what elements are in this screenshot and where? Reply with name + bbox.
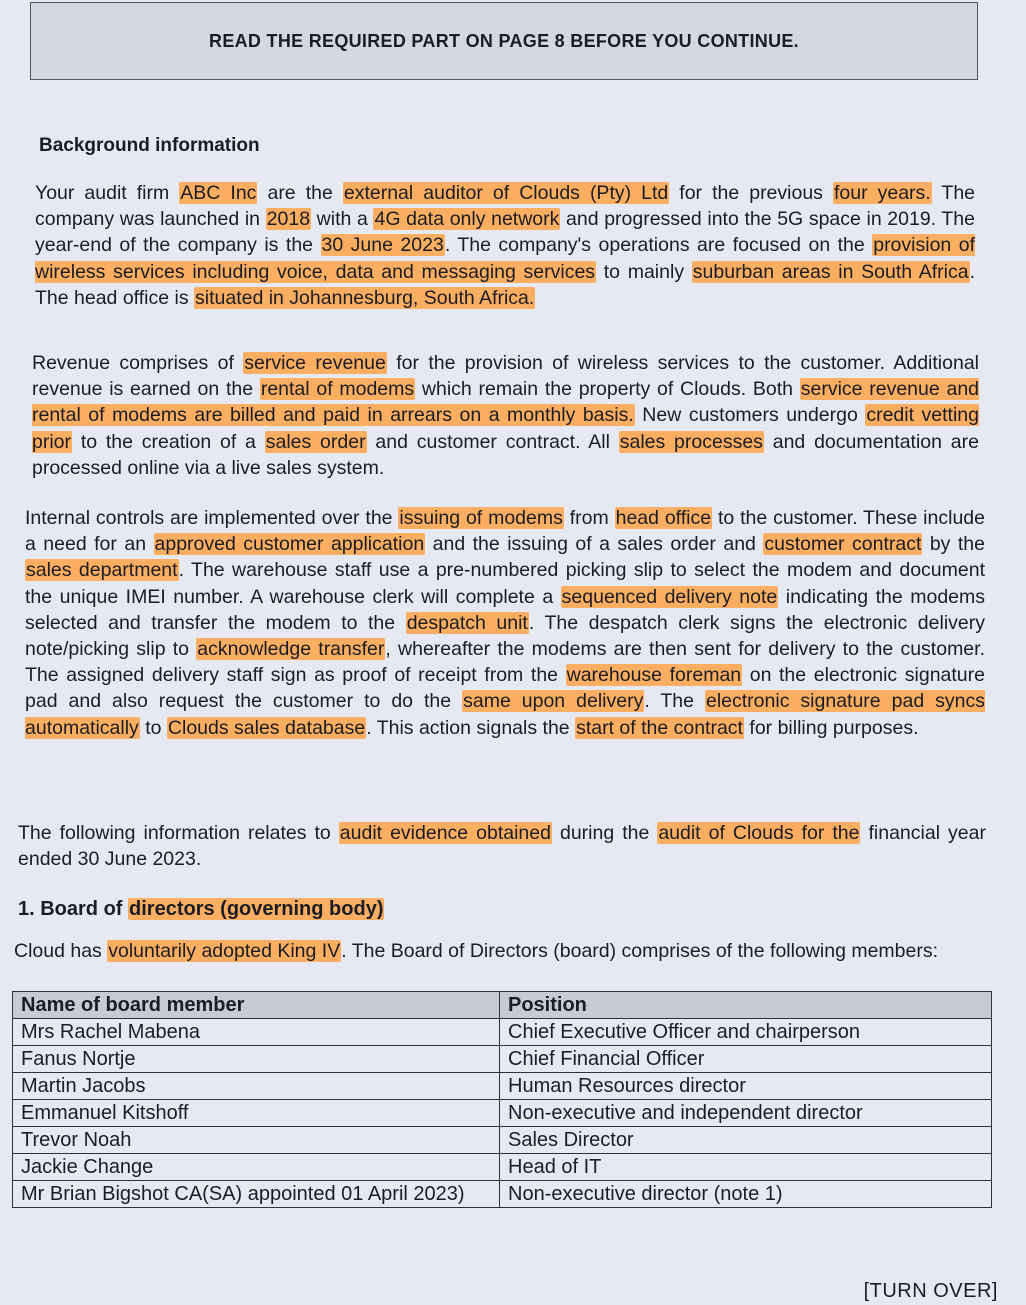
highlighted-text: audit evidence obtained <box>339 822 551 844</box>
highlighted-text: electronic signature pad syncs automatically <box>25 690 985 739</box>
highlighted-text: issuing of modems <box>399 507 563 529</box>
turn-over-label: [TURN OVER] <box>863 1280 998 1302</box>
highlighted-text: rental of modems <box>260 378 415 401</box>
highlighted-text: sales order <box>265 430 366 453</box>
table-row <box>13 1154 992 1181</box>
highlighted-text: external auditor of Clouds (Pty) Ltd <box>343 182 669 204</box>
table-row <box>13 1019 992 1046</box>
member-name: Mr Brian Bigshot CA(SA) appointed 01 April 2023) <box>13 1181 500 1208</box>
section-1-intro: Cloud has voluntarily adopted King IV. The Board of Directors (board) comprises of the following members: <box>14 940 939 962</box>
member-position: Chief Executive Officer and chairperson <box>500 1019 992 1046</box>
board-members-table <box>12 991 992 1208</box>
member-name: Emmanuel Kitshoff <box>13 1100 500 1127</box>
highlighted-text: 2018 <box>266 208 311 231</box>
member-name: Jackie Change <box>13 1154 500 1181</box>
member-position: Human Resources director <box>500 1073 992 1100</box>
highlighted-text: service revenue <box>244 352 386 374</box>
highlighted-text: 4G data only network <box>374 208 560 231</box>
highlighted-text: service revenue and rental of modems are billed and paid in arrears on a monthly basis. <box>32 378 980 427</box>
column-header-position: Position <box>500 992 992 1019</box>
member-position: Head of IT <box>500 1154 992 1181</box>
highlighted-text: sales processes <box>619 430 763 453</box>
highlighted-text: situated in Johannesburg, South Africa. <box>195 286 535 309</box>
highlighted-text: acknowledge transfer <box>197 638 385 661</box>
member-position: Sales Director <box>500 1127 992 1154</box>
highlighted-text: audit of Clouds for the <box>658 822 860 844</box>
column-header-name: Name of board member <box>13 992 500 1019</box>
section-1-heading-text: 1. Board of <box>18 898 129 920</box>
highlighted-text: sequenced delivery note <box>561 585 778 608</box>
section-1-heading-highlight: directors (governing body) <box>129 898 384 920</box>
section-1-heading <box>18 898 384 921</box>
member-name: Martin Jacobs <box>13 1073 500 1100</box>
highlighted-text: approved customer application <box>154 533 425 556</box>
table-row <box>13 1073 992 1100</box>
highlighted-text: same upon delivery <box>463 690 644 713</box>
table-row <box>13 1127 992 1154</box>
background-paragraph-2: Revenue comprises of service revenue for the provision of wireless services to the customer. Additional revenue is earned on the rental of modems which remain the property of Clouds. Both service revenue and rental of modems are billed and paid in arrears on a monthly basis. New customers undergo credit vetting prior to the creation of a sales order and customer contract. All sales processes and documentation are processed online via a live sales system. <box>32 352 980 479</box>
background-paragraph-1: Your audit firm ABC Inc are the external auditor of Clouds (Pty) Ltd for the previous four years. The company was launched in 2018 with a 4G data only network and progressed into the 5G space in 2019. The year-end of the company is the 30 June 2023. The company's operations are focused on the provision of wireless services including voice, data and messaging services to mainly suburban areas in South Africa. The head office is situated in Johannesburg, South Africa. <box>35 182 976 309</box>
highlighted-text: warehouse foreman <box>566 664 742 687</box>
member-name: Trevor Noah <box>13 1127 500 1154</box>
member-name: Fanus Nortje <box>13 1046 500 1073</box>
background-heading: Background information <box>39 135 260 156</box>
background-paragraph-3: Internal controls are implemented over the issuing of modems from head office to the customer. These include a need for an approved customer application and the issuing of a sales order and customer contract by the sales department. The warehouse staff use a pre-numbered picking slip to select the modem and document the unique IMEI number. A warehouse clerk will complete a sequenced delivery note indicating the modems selected and transfer the modem to the despatch unit. The despatch clerk signs the electronic delivery note/picking slip to acknowledge transfer, whereafter the modems are then sent for delivery to the customer. The assigned delivery staff sign as proof of receipt from the warehouse foreman on the electronic signature pad and also request the customer to do the same upon delivery. The electronic signature pad syncs automatically to Clouds sales database. This action signals the start of the contract for billing purposes. <box>25 507 985 739</box>
table-row <box>13 1100 992 1127</box>
highlighted-text: customer contract <box>764 533 922 556</box>
member-position: Chief Financial Officer <box>500 1046 992 1073</box>
highlighted-text: credit vetting prior <box>32 404 979 453</box>
background-paragraph-4: The following information relates to audit evidence obtained during the audit of Clouds for the financial year ended 30 June 2023. <box>18 822 986 871</box>
notice-box <box>30 2 978 80</box>
highlighted-text: head office <box>615 507 712 529</box>
table-row <box>13 1046 992 1073</box>
member-name: Mrs Rachel Mabena <box>13 1019 500 1046</box>
highlighted-text: despatch unit <box>406 611 528 634</box>
highlighted-text: 30 June 2023 <box>321 234 444 257</box>
highlighted-text: provision of wireless services including voice, data and messaging services <box>35 234 975 283</box>
table-row <box>13 1181 992 1208</box>
highlighted-text: suburban areas in South Africa <box>692 260 969 283</box>
highlighted-text: sales department <box>26 559 178 582</box>
highlighted-text: Clouds sales database <box>167 716 366 739</box>
highlighted-text: four years. <box>833 182 931 204</box>
notice-text: READ THE REQUIRED PART ON PAGE 8 BEFORE YOU CONTINUE. <box>209 30 799 51</box>
highlighted-text: voluntarily adopted King IV <box>108 940 341 962</box>
member-position: Non-executive and independent director <box>500 1100 992 1127</box>
highlighted-text: ABC Inc <box>180 182 257 204</box>
member-position: Non-executive director (note 1) <box>500 1181 992 1208</box>
table-header-row <box>13 992 992 1019</box>
highlighted-text: start of the contract <box>576 716 743 739</box>
